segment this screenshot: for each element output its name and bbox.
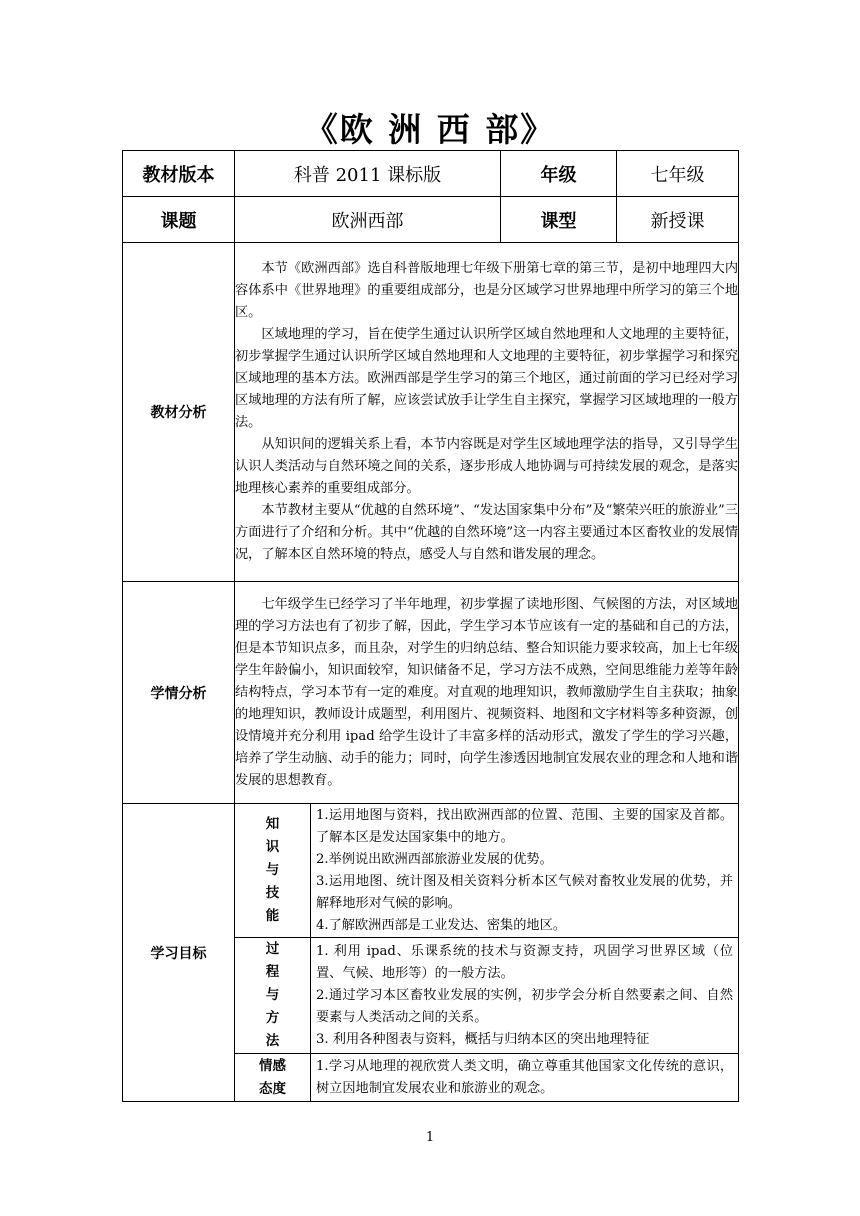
process-char: 程 xyxy=(265,964,280,980)
student-paragraph: 七年级学生已经学习了半年地理，初步掌握了读地形图、气候图的方法，对区域地理的学习方法也有了初步了解，因此，学生学习本节应该有一定的基础和自己的方法，但是本节知识点多，而且杂，对学生的归纳总结、整合知识能力要求较高，加上七年级学生年龄偏小，知识面较窄，知识储备不足，学习方法不成熟，空间思维能力差等年龄结构特点，学习本节有一定的难度。对直观的地理知识，教师激励学生自主获取；抽象的地理知识，教师设计成题型，利用图片、视频资料、地图和文字材料等多种资源，创设情境并充分利用 ipad 给学生设计了丰富多样的活动形式，激发了学生的学习兴趣，培养了学生动脑、动手的能力；同时，向学生渗透因地制宜发展农业的理念和人地和谐发展的思想教育。 xyxy=(235,596,739,788)
process-item: 1. 利用 ipad、乐课系统的技术与资源支持，巩固学习世界区域（位置、气候、地形等）的一般方法。 xyxy=(316,943,734,981)
row-student-analysis xyxy=(123,582,739,804)
process-char: 与 xyxy=(265,987,280,1003)
row-objective-knowledge xyxy=(123,804,739,938)
textbook-analysis-label: 教材分析 xyxy=(123,243,235,582)
process-items xyxy=(311,938,739,1054)
textbook-analysis-content xyxy=(235,243,739,582)
textbook-paragraph: 区域地理的学习，旨在使学生通过认识所学区域自然地理和人文地理的主要特征，初步掌握学生通过认识所学区域自然地理和人文地理的主要特征，初步掌握学习和探究区域地理的基本方法。欧洲西部是学生学习的第三个地区，通过前面的学习已经对学习区域地理的方法有所了解，应该尝试放手让学生自主探究，掌握学习区域地理的一般方法。 xyxy=(235,327,739,430)
knowledge-item: 1.运用地图与资料，找出欧洲西部的位置、范围、主要的国家及首都。了解本区是发达国家集中的地方。 xyxy=(316,807,734,845)
knowledge-char: 识 xyxy=(265,839,280,855)
emotion-char: 情感 xyxy=(259,1057,286,1074)
knowledge-char: 能 xyxy=(265,908,280,924)
textbook-paragraph: 从知识间的逻辑关系上看，本节内容既是对学生区域地理学法的指导，又引导学生认识人类活动与自然环境之间的关系，逐步形成人地协调与可持续发展的观念，是落实地理核心素养的重要组成部分。 xyxy=(235,437,739,496)
topic-value: 欧洲西部 xyxy=(235,197,501,243)
row-topic xyxy=(123,197,739,243)
emotion-attitude-label xyxy=(235,1054,311,1102)
process-char: 方 xyxy=(265,1010,280,1026)
student-analysis-label: 学情分析 xyxy=(123,582,235,804)
student-analysis-content xyxy=(235,582,739,804)
knowledge-items xyxy=(311,804,739,938)
grade-value: 七年级 xyxy=(617,151,739,197)
row-edition xyxy=(123,151,739,197)
knowledge-item: 3.运用地图、统计图及相关资料分析本区气候对畜牧业发展的优势，并解释地形对气候的影响。 xyxy=(316,873,734,911)
lesson-plan-table xyxy=(122,150,739,1102)
edition-label: 教材版本 xyxy=(123,151,235,197)
knowledge-item: 2.举例说出欧洲西部旅游业发展的优势。 xyxy=(316,851,553,867)
textbook-paragraph: 本节教材主要从“优越的自然环境”、“发达国家集中分布”及“繁荣兴旺的旅游业”三方面进行了介绍和分析。其中“优越的自然环境”这一内容主要通过本区畜牧业的发展情况，了解本区自然环境的特点，感受人与自然和谐发展的理念。 xyxy=(235,503,739,562)
objectives-label: 学习目标 xyxy=(123,804,235,1102)
process-item: 2.通过学习本区畜牧业发展的实例，初步学会分析自然要素之间、自然要素与人类活动之间的关系。 xyxy=(316,987,734,1025)
emotion-item: 1.学习从地理的视欣赏人类文明，确立尊重其他国家文化传统的意识，树立因地制宜发展农业和旅游业的观念。 xyxy=(316,1058,734,1096)
process-method-label xyxy=(235,938,311,1054)
knowledge-skill-label xyxy=(235,804,311,938)
emotion-char: 态度 xyxy=(259,1080,286,1097)
textbook-paragraph: 本节《欧洲西部》选自科普版地理七年级下册第七章的第三节，是初中地理四大内容体系中《世界地理》的重要组成部分，也是分区域学习世界地理中所学习的第三个地区。 xyxy=(235,261,739,320)
row-textbook-analysis xyxy=(123,243,739,582)
page-number: 1 xyxy=(425,1130,435,1145)
edition-value: 科普 2011 课标版 xyxy=(235,151,501,197)
knowledge-char: 技 xyxy=(265,885,280,901)
knowledge-item: 4.了解欧洲西部是工业发达、密集的地区。 xyxy=(316,917,566,933)
knowledge-char: 与 xyxy=(265,862,280,878)
type-label: 课型 xyxy=(501,197,617,243)
emotion-items xyxy=(311,1054,739,1102)
grade-label: 年级 xyxy=(501,151,617,197)
process-char: 法 xyxy=(265,1033,280,1049)
process-char: 过 xyxy=(265,941,280,957)
knowledge-char: 知 xyxy=(265,816,280,832)
topic-label: 课题 xyxy=(123,197,235,243)
type-value: 新授课 xyxy=(617,197,739,243)
document-title: 《欧 洲 西 部》 xyxy=(304,110,556,149)
process-item: 3. 利用各种图表与资料，概括与归纳本区的突出地理特征 xyxy=(316,1031,650,1047)
